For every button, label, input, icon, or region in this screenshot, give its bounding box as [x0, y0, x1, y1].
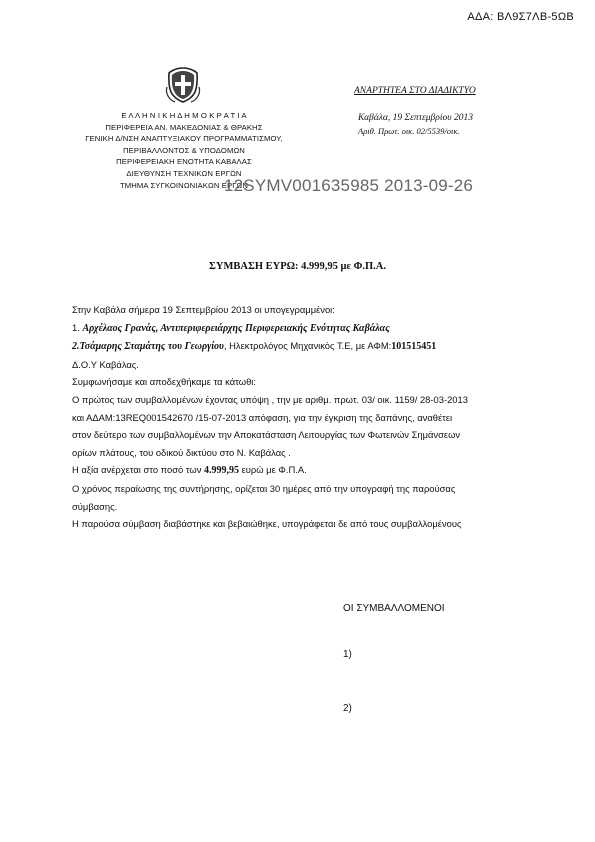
party-1: 1. Αρχέλαος Γρανάς, Αντιπεριφερειάρχης Περιφερειακής Ενότητας Καβάλας	[72, 321, 390, 334]
document-watermark: 12SYMV001635985 2013-09-26	[224, 176, 474, 195]
party-2: 2.Τσάμαρης Σταμάτης του Γεωργίου, Ηλεκτρολόγος Μηχανικός Τ.Ε, με ΑΦΜ:101515451	[72, 340, 437, 353]
party-2-name: 2.Τσάμαρης Σταμάτης του Γεωργίου	[72, 341, 224, 353]
paragraph-line: Ο πρώτος των συμβαλλομένων έχοντας υπόψη , την με αριθμ. πρωτ. 03/ οικ. 1159/ 28-03-2013	[72, 393, 468, 405]
header-line: ΠΕΡΙΦΕΡΕΙΑΚΗ ΕΝΟΤΗΤΑ ΚΑΒΑΛΑΣ	[116, 157, 252, 167]
place-date: Καβάλα, 19 Σεπτεμβρίου 2013	[358, 113, 473, 123]
header-line: ΓΕΝΙΚΗ Δ/ΝΣΗ ΑΝΑΠΤΥΞΙΑΚΟΥ ΠΡΟΓΡΑΜΜΑΤΙΣΜΟΥ,	[85, 134, 283, 144]
signature-2: 2)	[343, 703, 352, 714]
header-line: ΠΕΡΙΦΕΡΕΙΑ ΑΝ. ΜΑΚΕΔΟΝΙΑΣ & ΘΡΑΚΗΣ	[105, 122, 263, 132]
date-protocol-block	[358, 112, 473, 138]
header-line: ΠΕΡΙΒΑΛΛΟΝΤΟΣ & ΥΠΟΔΟΜΩΝ	[123, 145, 245, 155]
duration-line: σύμβασης.	[72, 500, 118, 512]
header-line: Ε Λ Λ Η Ν Ι Κ Η Δ Η Μ Ο Κ Ρ Α Τ Ι Α	[121, 111, 247, 120]
paragraph-line: ορίων πλάτους, του οδικού δικτύου στο Ν. Καβάλας .	[72, 446, 291, 458]
paragraph-line: στον δεύτερο των συμβαλλομένων την Αποκατάσταση Λειτουργίας των Φωτεινών Σημάνσεων	[72, 429, 461, 441]
duration-line: Ο χρόνος περαίωσης της συντήρησης, ορίζεται 30 ημέρες από την υπογραφή της παρούσας	[72, 482, 456, 494]
contract-title: ΣΥΜΒΑΣΗ ΕΥΡΩ: 4.999,95 με Φ.Π.Α.	[209, 261, 386, 272]
party-2-afm: 101515451	[391, 341, 437, 353]
intro-line: Στην Καβάλα σήμερα 19 Σεπτεμβρίου 2013 οι υπογεγραμμένοι:	[72, 304, 335, 315]
signatories-title: ΟΙ ΣΥΜΒΑΛΛΟΜΕΝΟΙ	[343, 603, 445, 614]
closing-line: Η παρούσα σύμβαση διαβάστηκε και βεβαιώθηκε, υπογράφεται δε από τους συμβαλλομένους	[72, 518, 462, 530]
protocol-number: Αριθ. Πρωτ. οικ. 02/5539/οικ.	[358, 126, 460, 136]
contract-amount: 4.999,95	[204, 465, 240, 477]
contract-body	[72, 301, 532, 533]
party-2-tax-office: Δ.Ο.Υ Καβάλας.	[72, 358, 139, 370]
greek-coat-of-arms-icon	[163, 65, 203, 105]
header-line: ΔΙΕΥΘΥΝΣΗ ΤΕΧΝΙΚΩΝ ΕΡΓΩΝ	[126, 168, 242, 178]
paragraph-line: και ΑΔΑΜ:13REQ001542670 /15-07-2013 απόφαση, για την έγκριση της δαπάνης, αναθέτει	[72, 411, 453, 423]
signature-1: 1)	[343, 649, 352, 660]
party-1-name: Αρχέλαος Γρανάς, Αντιπεριφερειάρχης Περιφερειακής Ενότητας Καβάλας	[82, 322, 390, 334]
value-line: Η αξία ανέρχεται στο ποσό των 4.999,95 ευρώ με Φ.Π.Α.	[72, 464, 307, 477]
agreed-line: Συμφωνήσαμε και αποδεχθήκαμε τα κάτωθι:	[72, 376, 256, 388]
ada-code: ΑΔΑ: ΒΛ9Σ7ΛΒ-5ΩΒ	[467, 11, 574, 23]
header-line: ΤΜΗΜΑ ΣΥΓΚΟΙΝΩΝΙΑΚΩΝ ΕΡΓΩΝ	[119, 180, 249, 190]
posting-note: ΑΝΑΡΤΗΤΕΑ ΣΤΟ ΔΙΑΔΙΚΤΥΟ	[354, 86, 476, 96]
